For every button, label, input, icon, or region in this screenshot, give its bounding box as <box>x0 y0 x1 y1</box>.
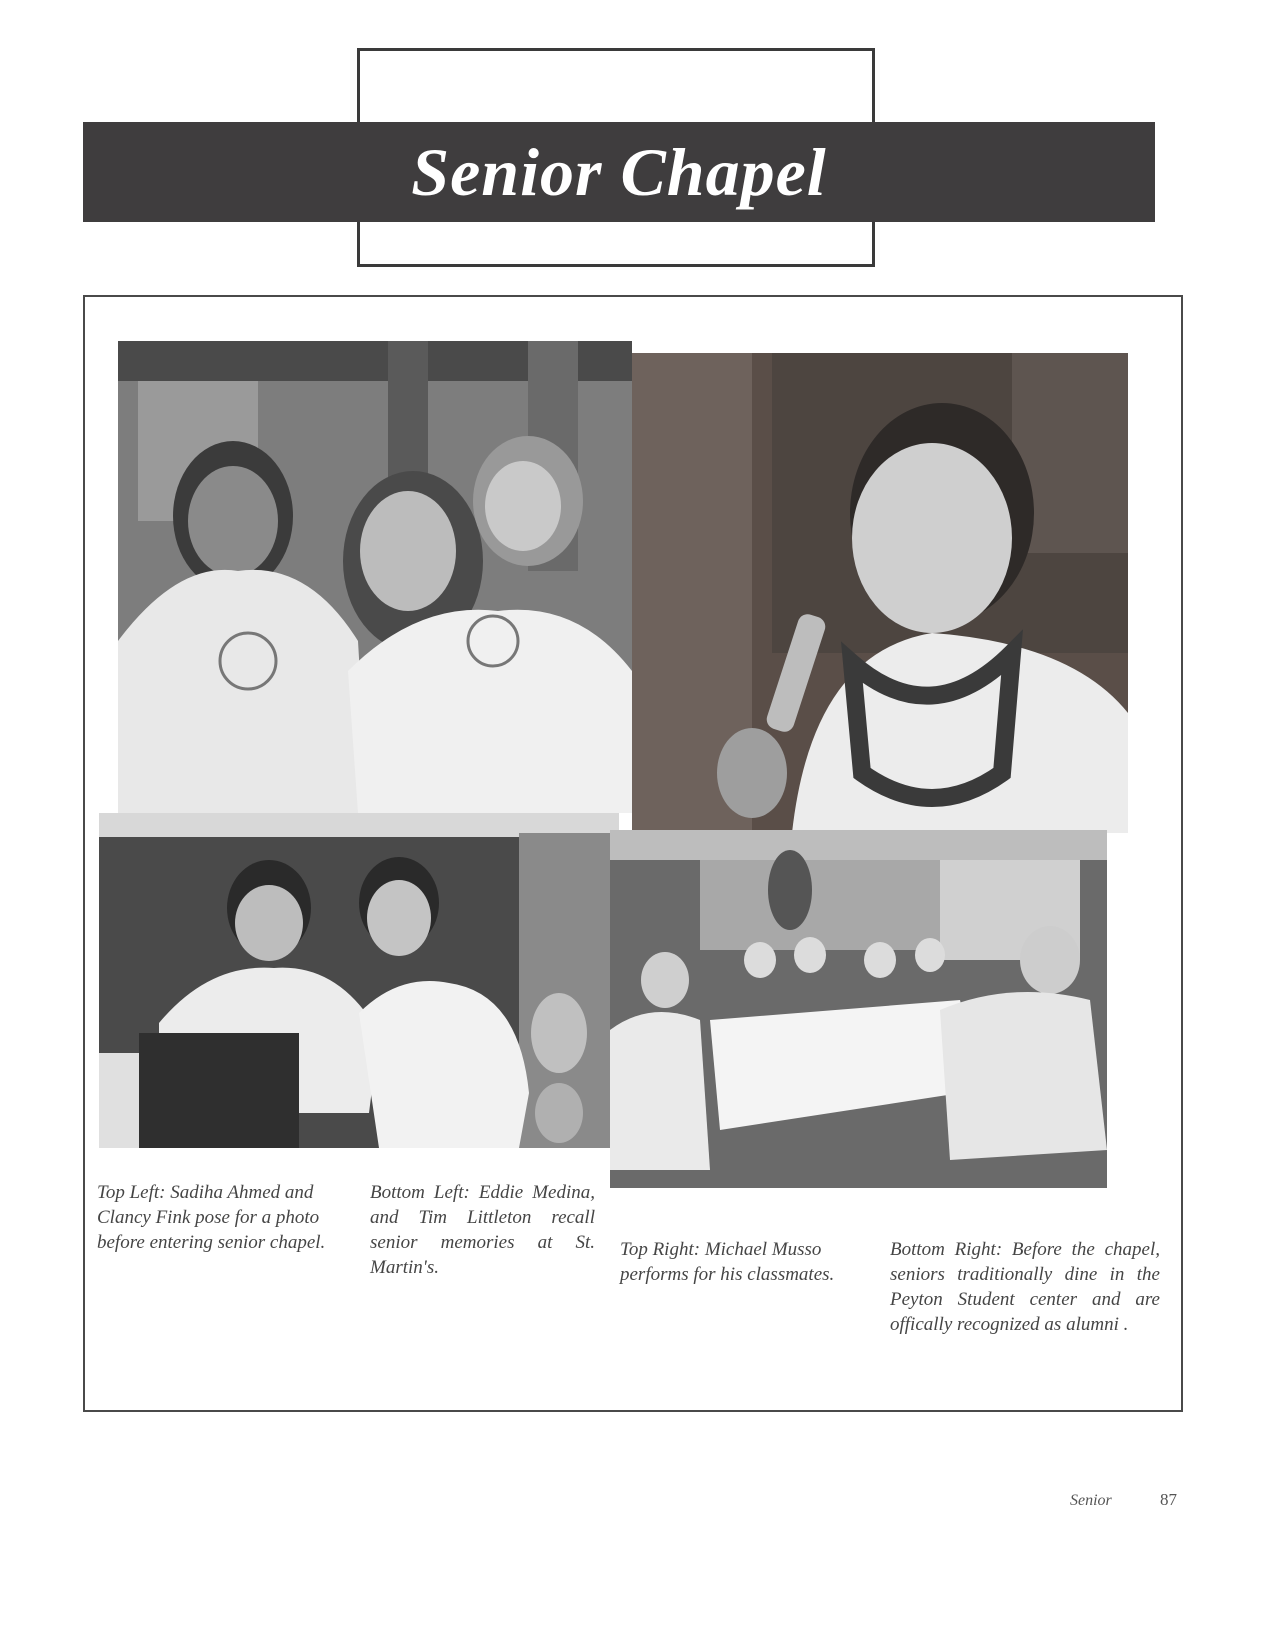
photo-top-left <box>118 341 632 813</box>
photo-bottom-right <box>610 830 1107 1188</box>
footer-section-name: Senior <box>1070 1492 1112 1509</box>
photo-bottom-left <box>99 813 619 1148</box>
caption-bottom-left: Bottom Left: Eddie Medina, and Tim Littleton recall senior memories at St. Martin's. <box>370 1182 595 1278</box>
caption-top-left: Top Left: Sadiha Ahmed and Clancy Fink pose for a photo before entering senior chapel. <box>97 1182 326 1253</box>
page-title: Senior Chapel <box>411 133 827 210</box>
page-number: 87 <box>1160 1490 1177 1509</box>
caption-bottom-right: Bottom Right: Before the chapel, seniors traditionally dine in the Peyton Student center and are offically recognized as alumni . <box>890 1239 1160 1335</box>
caption-top-right: Top Right: Michael Musso performs for his classmates. <box>620 1239 835 1285</box>
photo-top-right <box>632 353 1128 833</box>
